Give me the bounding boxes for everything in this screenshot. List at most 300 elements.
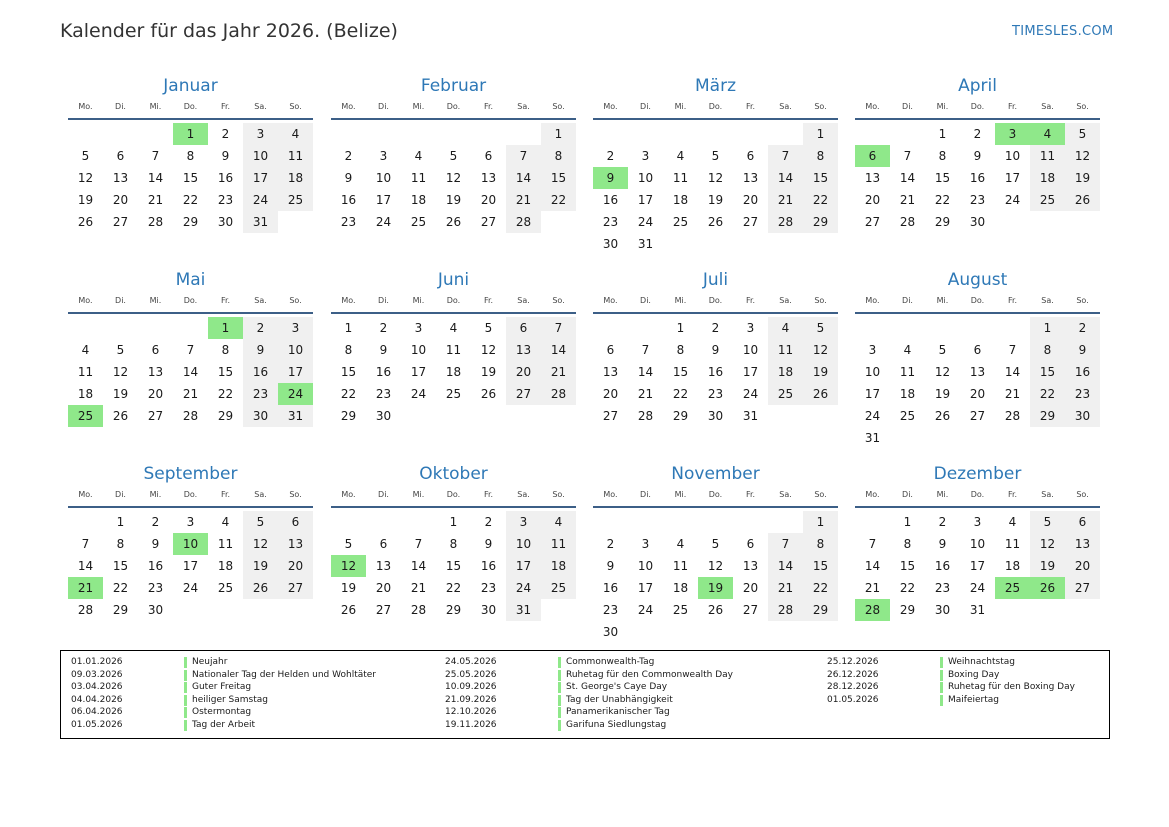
day-cell: 12 xyxy=(934,365,951,379)
day-cell: 19 xyxy=(340,581,357,595)
page-title: Kalender für das Jahr 2026. (Belize) xyxy=(60,20,398,42)
day-cell: 2 xyxy=(221,127,230,141)
day-cell: 13 xyxy=(278,533,313,555)
weekday-label: Di. xyxy=(640,490,651,499)
site-link[interactable]: TIMESLES.COM xyxy=(1012,24,1114,39)
day-cell: 27 xyxy=(112,215,129,229)
day-cell: 9 xyxy=(606,559,615,573)
day-cell: 18 xyxy=(768,361,803,383)
day-cell: 3 xyxy=(641,149,650,163)
weekday-label: Fr. xyxy=(483,490,494,499)
month-calendar xyxy=(855,462,1100,617)
day-cell: 14 xyxy=(147,171,164,185)
day-cell: 13 xyxy=(742,171,759,185)
day-cell: 2 xyxy=(711,321,720,335)
weekday-label: Fr. xyxy=(1007,490,1018,499)
day-cell: 22 xyxy=(934,193,951,207)
day-cell: 10 xyxy=(410,343,427,357)
month-calendar xyxy=(331,74,576,229)
weekday-label: Fr. xyxy=(1007,102,1018,111)
day-cell: 22 xyxy=(112,581,129,595)
day-cell: 30 xyxy=(480,603,497,617)
day-cell: 3 xyxy=(868,343,877,357)
weekday-label: So. xyxy=(289,296,302,305)
day-cell: 4 xyxy=(1008,515,1017,529)
day-cell: 5 xyxy=(711,537,720,551)
day-cell: 6 xyxy=(973,343,982,357)
day-cell: 25 xyxy=(541,577,576,599)
holiday-date: 28.12.2026 xyxy=(827,682,879,693)
day-cell: 26 xyxy=(243,577,278,599)
day-cell: 10 xyxy=(1004,149,1021,163)
holiday-date: 10.09.2026 xyxy=(445,682,497,693)
month-calendar xyxy=(68,462,313,617)
day-cell: 21 xyxy=(147,193,164,207)
weekday-label: So. xyxy=(814,296,827,305)
day-cell: 6 xyxy=(855,145,890,167)
day-cell: 11 xyxy=(217,537,234,551)
day-cell: 2 xyxy=(973,127,982,141)
day-cell: 13 xyxy=(969,365,986,379)
day-cell: 14 xyxy=(768,167,803,189)
day-cell: 22 xyxy=(340,387,357,401)
weekday-header xyxy=(593,488,838,508)
holiday-name: Ostermontag xyxy=(192,707,252,718)
weekday-label: Do. xyxy=(708,102,723,111)
day-cell: 5 xyxy=(1065,123,1100,145)
day-cell: 11 xyxy=(1004,537,1021,551)
day-cell: 22 xyxy=(445,581,462,595)
day-cell: 23 xyxy=(375,387,392,401)
day-cell: 25 xyxy=(672,603,689,617)
day-cell: 10 xyxy=(243,145,278,167)
day-cell: 18 xyxy=(1030,167,1065,189)
day-cell: 7 xyxy=(414,537,423,551)
day-cell: 17 xyxy=(182,559,199,573)
day-cell: 10 xyxy=(375,171,392,185)
weekday-label: Mo. xyxy=(865,102,880,111)
day-cell: 15 xyxy=(217,365,234,379)
day-cell: 1 xyxy=(116,515,125,529)
weekday-label: Sa. xyxy=(1041,102,1054,111)
weekday-header xyxy=(331,488,576,508)
holiday-date: 03.04.2026 xyxy=(71,682,123,693)
weekday-label: Di. xyxy=(378,296,389,305)
day-cell: 6 xyxy=(606,343,615,357)
day-cell: 13 xyxy=(864,171,881,185)
day-cell: 6 xyxy=(379,537,388,551)
day-cell: 29 xyxy=(445,603,462,617)
day-cell: 23 xyxy=(602,215,619,229)
day-cell: 3 xyxy=(186,515,195,529)
day-cell: 28 xyxy=(506,211,541,233)
day-cell: 20 xyxy=(602,387,619,401)
weekday-header xyxy=(331,294,576,314)
weekday-label: Do. xyxy=(446,102,461,111)
day-cell: 27 xyxy=(278,577,313,599)
day-cell: 21 xyxy=(768,577,803,599)
day-cell: 3 xyxy=(641,537,650,551)
month-name: April xyxy=(958,76,997,96)
holiday-name: Tag der Arbeit xyxy=(192,719,256,730)
day-cell: 18 xyxy=(672,581,689,595)
day-cell: 17 xyxy=(506,555,541,577)
day-cell: 16 xyxy=(480,559,497,573)
weekday-label: Di. xyxy=(115,102,126,111)
day-cell: 30 xyxy=(1065,405,1100,427)
day-cell: 28 xyxy=(768,599,803,621)
holiday-legend xyxy=(60,650,1110,739)
day-cell: 26 xyxy=(1030,577,1065,599)
day-cell: 25 xyxy=(217,581,234,595)
day-cell: 25 xyxy=(68,405,103,427)
day-cell: 6 xyxy=(746,149,755,163)
day-cell: 12 xyxy=(1030,533,1065,555)
weekday-label: Do. xyxy=(183,102,198,111)
day-cell: 16 xyxy=(969,171,986,185)
day-cell: 19 xyxy=(112,387,129,401)
day-cell: 3 xyxy=(414,321,423,335)
month-calendar xyxy=(593,462,838,639)
day-cell: 15 xyxy=(899,559,916,573)
weekday-label: Mi. xyxy=(412,490,425,499)
day-cell: 12 xyxy=(77,171,94,185)
day-cell: 9 xyxy=(344,171,353,185)
month-calendar xyxy=(68,74,313,229)
holiday-name: Ruhetag für den Boxing Day xyxy=(948,682,1075,693)
day-cell: 29 xyxy=(899,603,916,617)
day-cell: 28 xyxy=(77,603,94,617)
weekday-label: Di. xyxy=(902,296,913,305)
day-cell: 1 xyxy=(449,515,458,529)
day-cell: 26 xyxy=(707,603,724,617)
day-cell: 27 xyxy=(602,409,619,423)
holiday-name: St. George's Caye Day xyxy=(566,682,668,693)
day-cell: 19 xyxy=(698,577,733,599)
day-cell: 3 xyxy=(379,149,388,163)
weekday-header xyxy=(855,100,1100,120)
weekday-label: Mi. xyxy=(674,296,687,305)
day-cell: 24 xyxy=(243,189,278,211)
day-cell: 24 xyxy=(864,409,881,423)
day-cell: 15 xyxy=(182,171,199,185)
day-cell: 26 xyxy=(934,409,951,423)
day-cell: 23 xyxy=(243,383,278,405)
weekday-label: Sa. xyxy=(779,490,792,499)
holiday-marker xyxy=(184,657,187,668)
weekday-label: Di. xyxy=(902,102,913,111)
day-cell: 5 xyxy=(116,343,125,357)
day-cell: 2 xyxy=(484,515,493,529)
weekday-label: Do. xyxy=(183,296,198,305)
day-cell: 12 xyxy=(803,339,838,361)
day-cell: 30 xyxy=(147,603,164,617)
holiday-marker xyxy=(940,670,943,681)
month-calendar xyxy=(593,268,838,423)
day-cell: 21 xyxy=(899,193,916,207)
day-cell: 24 xyxy=(742,387,759,401)
day-cell: 29 xyxy=(112,603,129,617)
day-cell: 20 xyxy=(1065,555,1100,577)
day-cell: 1 xyxy=(173,123,208,145)
day-cell: 24 xyxy=(1004,193,1021,207)
day-cell: 21 xyxy=(1004,387,1021,401)
day-cell: 20 xyxy=(278,555,313,577)
day-cell: 6 xyxy=(746,537,755,551)
day-cell: 25 xyxy=(899,409,916,423)
month-name: August xyxy=(947,270,1008,290)
day-cell: 23 xyxy=(969,193,986,207)
holiday-date: 25.05.2026 xyxy=(445,669,497,680)
day-cell: 19 xyxy=(1030,555,1065,577)
day-cell: 1 xyxy=(803,511,838,533)
day-cell: 28 xyxy=(147,215,164,229)
weekday-label: Mo. xyxy=(341,102,356,111)
day-cell: 11 xyxy=(899,365,916,379)
day-cell: 4 xyxy=(768,317,803,339)
day-cell: 19 xyxy=(445,193,462,207)
day-cell: 17 xyxy=(742,365,759,379)
day-cell: 19 xyxy=(803,361,838,383)
holiday-name: Weihnachtstag xyxy=(948,657,1015,667)
weekday-label: Sa. xyxy=(779,102,792,111)
weekday-label: Sa. xyxy=(254,102,267,111)
day-cell: 9 xyxy=(243,339,278,361)
weekday-label: So. xyxy=(289,490,302,499)
day-cell: 15 xyxy=(541,167,576,189)
day-cell: 12 xyxy=(707,171,724,185)
holiday-date: 01.05.2026 xyxy=(827,694,879,705)
day-cell: 9 xyxy=(151,537,160,551)
day-cell: 5 xyxy=(243,511,278,533)
day-cell: 13 xyxy=(375,559,392,573)
day-cell: 10 xyxy=(278,339,313,361)
holiday-marker xyxy=(184,682,187,693)
day-cell: 29 xyxy=(803,211,838,233)
holiday-marker xyxy=(558,670,561,681)
day-cell: 15 xyxy=(1030,361,1065,383)
day-cell: 22 xyxy=(182,193,199,207)
weekday-label: So. xyxy=(1076,490,1089,499)
month-calendar xyxy=(331,462,576,617)
holiday-name: Maifeiertag xyxy=(948,694,999,705)
weekday-label: Do. xyxy=(970,102,985,111)
day-cell: 20 xyxy=(969,387,986,401)
weekday-label: Do. xyxy=(708,296,723,305)
day-cell: 18 xyxy=(445,365,462,379)
weekday-label: Fr. xyxy=(220,296,231,305)
day-cell: 17 xyxy=(1004,171,1021,185)
weekday-label: Di. xyxy=(902,490,913,499)
day-cell: 15 xyxy=(445,559,462,573)
holiday-marker xyxy=(184,707,187,718)
weekday-label: Sa. xyxy=(1041,296,1054,305)
holiday-marker xyxy=(940,682,943,693)
day-cell: 14 xyxy=(182,365,199,379)
day-cell: 7 xyxy=(768,145,803,167)
weekday-label: Mo. xyxy=(603,490,618,499)
holiday-date: 01.05.2026 xyxy=(71,719,123,730)
day-cell: 2 xyxy=(606,149,615,163)
day-cell: 22 xyxy=(1030,383,1065,405)
day-cell: 15 xyxy=(340,365,357,379)
weekday-label: Fr. xyxy=(483,102,494,111)
weekday-header xyxy=(593,294,838,314)
day-cell: 21 xyxy=(768,189,803,211)
day-cell: 4 xyxy=(278,123,313,145)
day-cell: 2 xyxy=(1065,317,1100,339)
day-cell: 29 xyxy=(672,409,689,423)
day-cell: 31 xyxy=(969,603,986,617)
day-cell: 26 xyxy=(340,603,357,617)
day-cell: 12 xyxy=(112,365,129,379)
day-cell: 5 xyxy=(344,537,353,551)
weekday-label: Mo. xyxy=(603,102,618,111)
day-cell: 8 xyxy=(938,149,947,163)
weekday-label: Mo. xyxy=(865,490,880,499)
month-calendar xyxy=(855,268,1100,445)
day-cell: 1 xyxy=(938,127,947,141)
day-cell: 24 xyxy=(375,215,392,229)
day-cell: 28 xyxy=(410,603,427,617)
month-name: Februar xyxy=(420,76,487,96)
holiday-date: 01.01.2026 xyxy=(71,657,123,667)
day-cell: 26 xyxy=(1065,189,1100,211)
holiday-name: Ruhetag für den Commonwealth Day xyxy=(566,669,733,680)
day-cell: 13 xyxy=(742,559,759,573)
holiday-marker xyxy=(558,707,561,718)
day-cell: 23 xyxy=(480,581,497,595)
weekday-label: Fr. xyxy=(745,490,756,499)
weekday-label: Fr. xyxy=(220,490,231,499)
day-cell: 2 xyxy=(151,515,160,529)
weekday-header xyxy=(68,488,313,508)
weekday-label: Mi. xyxy=(936,490,949,499)
day-cell: 25 xyxy=(672,215,689,229)
day-cell: 27 xyxy=(506,383,541,405)
day-cell: 3 xyxy=(973,515,982,529)
weekday-label: Fr. xyxy=(483,296,494,305)
day-cell: 29 xyxy=(803,599,838,621)
holiday-date: 26.12.2026 xyxy=(827,669,879,680)
day-cell: 16 xyxy=(707,365,724,379)
day-cell: 11 xyxy=(1030,145,1065,167)
day-cell: 22 xyxy=(217,387,234,401)
day-cell: 4 xyxy=(449,321,458,335)
day-cell: 6 xyxy=(484,149,493,163)
weekday-label: Do. xyxy=(446,490,461,499)
day-cell: 26 xyxy=(803,383,838,405)
weekday-label: Mi. xyxy=(149,296,162,305)
holiday-marker xyxy=(558,720,561,731)
day-cell: 18 xyxy=(899,387,916,401)
day-cell: 28 xyxy=(182,409,199,423)
weekday-label: Mi. xyxy=(412,296,425,305)
weekday-label: Mo. xyxy=(78,490,93,499)
weekday-label: So. xyxy=(814,490,827,499)
day-cell: 15 xyxy=(672,365,689,379)
day-cell: 16 xyxy=(934,559,951,573)
weekday-label: Mi. xyxy=(412,102,425,111)
day-cell: 3 xyxy=(243,123,278,145)
day-cell: 21 xyxy=(864,581,881,595)
holiday-marker xyxy=(184,720,187,731)
day-cell: 17 xyxy=(375,193,392,207)
day-cell: 29 xyxy=(934,215,951,229)
holiday-marker xyxy=(558,682,561,693)
day-cell: 20 xyxy=(112,193,129,207)
day-cell: 12 xyxy=(707,559,724,573)
day-cell: 12 xyxy=(480,343,497,357)
day-cell: 18 xyxy=(541,555,576,577)
day-cell: 6 xyxy=(1065,511,1100,533)
day-cell: 26 xyxy=(445,215,462,229)
day-cell: 24 xyxy=(637,603,654,617)
day-cell: 1 xyxy=(676,321,685,335)
weekday-label: Sa. xyxy=(1041,490,1054,499)
month-calendar xyxy=(593,74,838,251)
day-cell: 19 xyxy=(1065,167,1100,189)
day-cell: 27 xyxy=(480,215,497,229)
day-cell: 3 xyxy=(746,321,755,335)
day-cell: 11 xyxy=(445,343,462,357)
day-cell: 10 xyxy=(969,537,986,551)
holiday-date: 04.04.2026 xyxy=(71,694,123,705)
day-cell: 5 xyxy=(711,149,720,163)
day-cell: 7 xyxy=(541,317,576,339)
day-cell: 3 xyxy=(995,123,1030,145)
month-name: Juni xyxy=(437,270,470,290)
day-cell: 23 xyxy=(1065,383,1100,405)
day-cell: 30 xyxy=(602,237,619,251)
day-cell: 19 xyxy=(77,193,94,207)
day-cell: 7 xyxy=(868,537,877,551)
day-cell: 13 xyxy=(112,171,129,185)
weekday-label: So. xyxy=(1076,296,1089,305)
day-cell: 2 xyxy=(243,317,278,339)
day-cell: 14 xyxy=(864,559,881,573)
day-cell: 9 xyxy=(221,149,230,163)
day-cell: 2 xyxy=(606,537,615,551)
day-cell: 15 xyxy=(934,171,951,185)
weekday-label: Sa. xyxy=(254,490,267,499)
day-cell: 4 xyxy=(414,149,423,163)
day-cell: 26 xyxy=(112,409,129,423)
holiday-name: Guter Freitag xyxy=(192,682,252,693)
day-cell: 22 xyxy=(803,189,838,211)
day-cell: 8 xyxy=(541,145,576,167)
day-cell: 9 xyxy=(484,537,493,551)
day-cell: 2 xyxy=(344,149,353,163)
day-cell: 5 xyxy=(484,321,493,335)
day-cell: 22 xyxy=(899,581,916,595)
weekday-header xyxy=(855,294,1100,314)
weekday-label: Mo. xyxy=(603,296,618,305)
day-cell: 14 xyxy=(768,555,803,577)
day-cell: 14 xyxy=(637,365,654,379)
holiday-date: 25.12.2026 xyxy=(827,657,879,667)
month-name: September xyxy=(143,464,238,484)
month-name: Dezember xyxy=(933,464,1022,484)
day-cell: 9 xyxy=(711,343,720,357)
day-cell: 12 xyxy=(1065,145,1100,167)
day-cell: 25 xyxy=(445,387,462,401)
weekday-label: Do. xyxy=(183,490,198,499)
weekday-header xyxy=(68,100,313,120)
day-cell: 17 xyxy=(637,193,654,207)
day-cell: 8 xyxy=(344,343,353,357)
day-cell: 21 xyxy=(637,387,654,401)
